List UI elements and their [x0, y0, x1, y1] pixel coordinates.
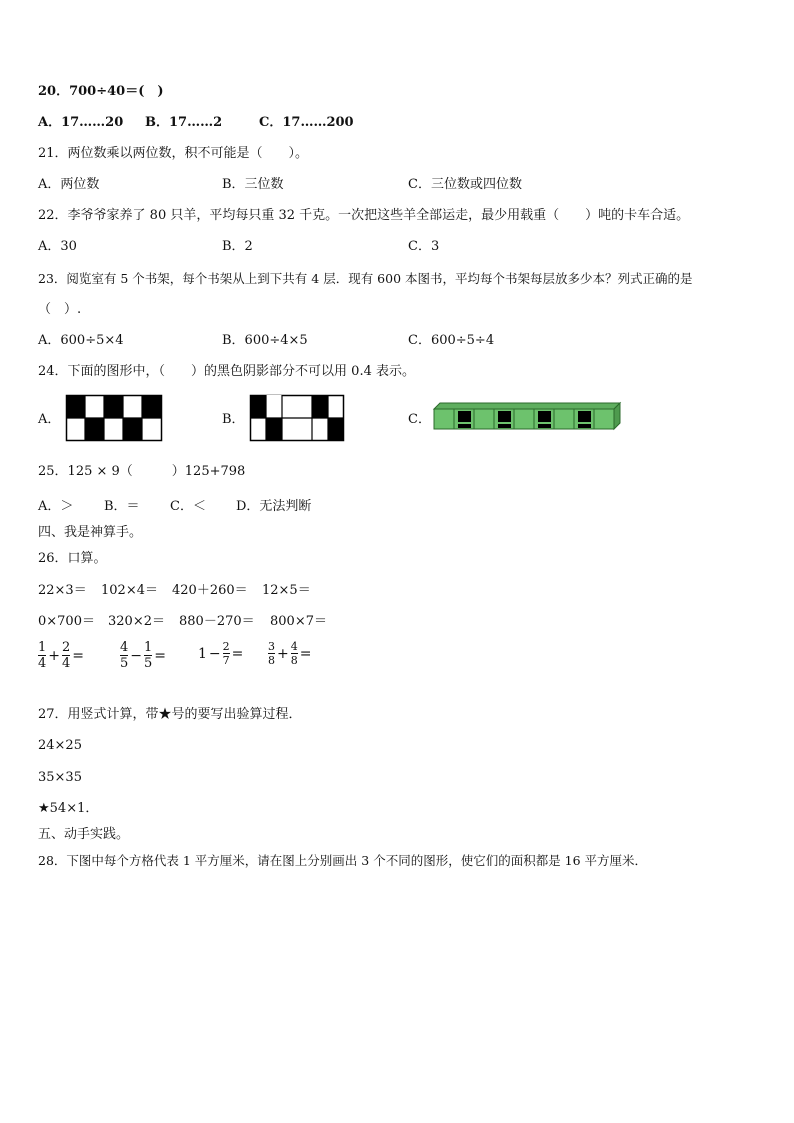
q25-option-b: B．＝: [104, 499, 140, 514]
q26-row2-item4: 800×7＝: [270, 614, 327, 629]
q26-row2-item1: 0×700＝: [38, 614, 95, 629]
q26-fraction-1: $\frac{1}{4}$ + $\frac{2}{4}$ =: [38, 640, 85, 671]
q22-option-b: B．2: [222, 239, 253, 254]
q24-option-c: C．: [408, 412, 431, 427]
q24-figure-c: [434, 403, 624, 435]
q21-option-c: C．三位数或四位数: [408, 177, 522, 192]
q26-row1-item3: 420＋260＝: [172, 583, 248, 598]
q22-stem: 22．李爷爷家养了 80 只羊，平均每只重 32 千克。一次把这些羊全部运走，最少用载重（ ）吨的卡车合适。: [38, 208, 690, 223]
q26-fraction-4: $\frac{3}{8}$ + $\frac{4}{8}$ =: [268, 640, 312, 667]
q24-figure-b: [250, 395, 344, 441]
q20-option-a: A．17……20: [38, 115, 124, 130]
q26-fraction-2: $\frac{4}{5}$ − $\frac{1}{5}$ =: [120, 640, 167, 671]
q27-item-1: 24×25: [38, 738, 82, 753]
q24-option-b: B．: [222, 412, 245, 427]
q23-option-b: B．600÷4×5: [222, 333, 308, 348]
q23-option-a: A．600÷5×4: [38, 333, 124, 348]
q25-option-c: C．＜: [170, 499, 206, 514]
q25-stem: 25．125 × 9（ ）125+798: [38, 464, 246, 479]
q23-stem-continued: （ ）.: [38, 302, 82, 317]
q23-option-c: C．600÷5÷4: [408, 333, 495, 348]
q26-fraction-3: 1 − $\frac{2}{7}$ =: [198, 640, 244, 667]
q23-stem: 23．阅览室有 5 个书架，每个书架从上到下共有 4 层．现有 600 本图书，平均每个书架每层放多少本？列式正确的是: [38, 271, 693, 286]
q20-option-c: C．17……200: [259, 115, 354, 130]
q20-stem: 20．700÷40＝( ): [38, 84, 164, 99]
q26-row1-item1: 22×3＝: [38, 583, 87, 598]
q26-row2-item3: 880－270＝: [179, 614, 255, 629]
section-4-title: 四、我是神算手。: [38, 525, 143, 540]
q25-option-a: A．＞: [38, 499, 74, 514]
section-5-title: 五、动手实践。: [38, 827, 130, 842]
q26-row1-item2: 102×4＝: [101, 583, 158, 598]
q22-option-a: A．30: [38, 239, 77, 254]
q27-item-3: ★54×1．: [38, 801, 99, 816]
q26-title: 26．口算。: [38, 551, 107, 566]
q20-option-b: B．17……2: [145, 115, 223, 130]
q27-item-2: 35×35: [38, 770, 82, 785]
q26-row2-item2: 320×2＝: [108, 614, 165, 629]
q21-option-a: A．两位数: [38, 177, 100, 192]
q25-option-d: D．无法判断: [236, 499, 312, 514]
q21-stem: 21．两位数乘以两位数，积不可能是（ ）。: [38, 146, 309, 161]
q22-option-c: C．3: [408, 239, 440, 254]
q26-row1-item4: 12×5＝: [262, 583, 311, 598]
q28-stem: 28．下图中每个方格代表 1 平方厘米，请在图上分别画出 3 个不同的图形，使它们的面积都是 16 平方厘米．: [38, 853, 648, 868]
q27-title: 27．用竖式计算，带★号的要写出验算过程．: [38, 707, 302, 722]
q24-stem: 24．下面的图形中，（ ）的黑色阴影部分不可以用 0.4 表示。: [38, 364, 415, 379]
q24-option-a: A．: [38, 412, 61, 427]
q24-figure-a: [66, 395, 162, 441]
q21-option-b: B．三位数: [222, 177, 284, 192]
